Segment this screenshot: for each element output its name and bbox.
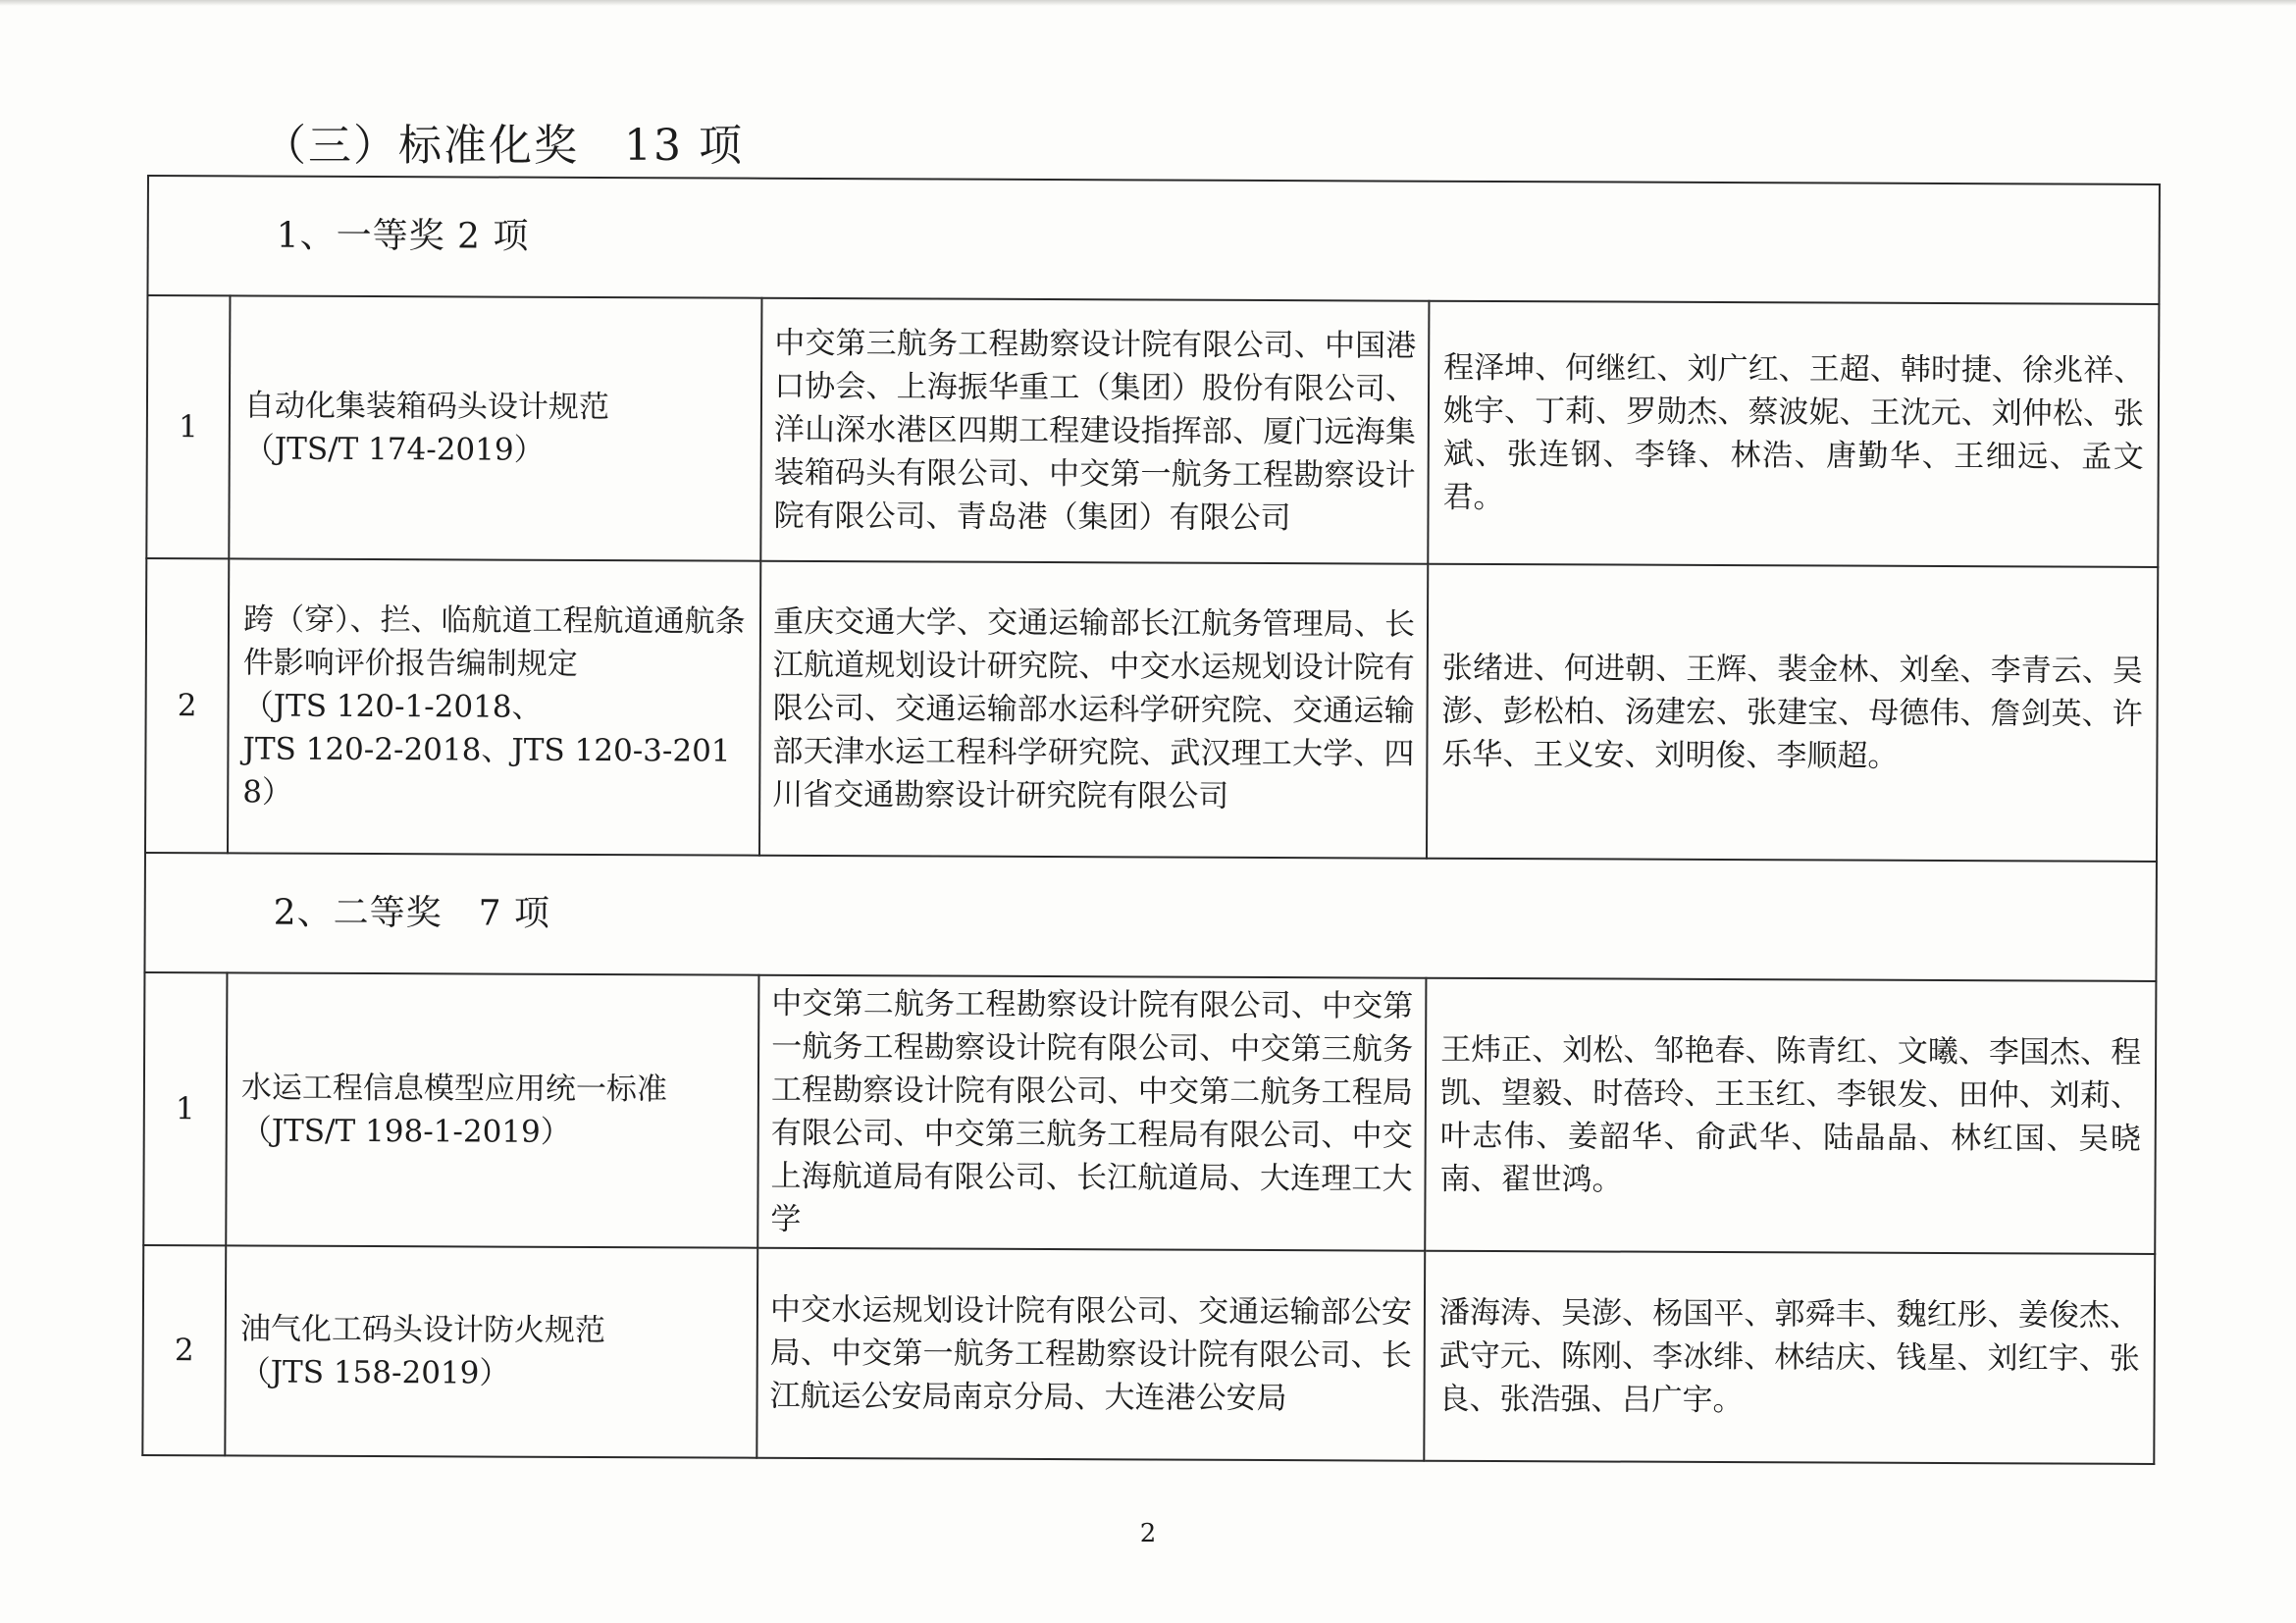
standard-code: （JTS/T 198-1-2019） <box>240 1113 571 1150</box>
row-index: 1 <box>146 295 230 558</box>
participants: 程泽坤、何继红、刘广红、王超、韩时捷、徐兆祥、姚宇、丁莉、罗勋杰、蔡波妮、王沈元、刘仲松、张斌、张连钢、李锋、林浩、唐勤华、王细远、孟文君。 <box>1428 301 2159 567</box>
standard-code: （JTS 120-1-2018、 <box>242 688 543 725</box>
standard-code: （JTS 158-2019） <box>239 1354 510 1391</box>
award-table <box>141 175 2161 1465</box>
standard-name-cell <box>228 558 760 855</box>
table-row <box>145 558 2158 862</box>
standard-name-cell <box>225 1245 757 1457</box>
standard-code: （JTS/T 174-2019） <box>243 431 545 468</box>
section-title: （三）标准化奖 13 项 <box>263 121 744 171</box>
standard-name: 跨（穿）、拦、临航道工程航道通航条件影响评价报告编制规定 <box>242 602 746 682</box>
group-heading-row <box>144 853 2157 981</box>
row-index: 2 <box>142 1245 226 1455</box>
table-row <box>146 295 2159 567</box>
standard-name-cell <box>226 972 758 1247</box>
group-heading-row <box>147 176 2160 304</box>
organizations: 重庆交通大学、交通运输部长江航务管理局、长江航道规划设计研究院、中交水运规划设计院有限公司、交通运输部水运科学研究院、交通运输部天津水运工程科学研究院、武汉理工大学、四川省交通勘察设计研究院有限公司 <box>759 561 1428 859</box>
participants: 张绪进、何进朝、王辉、裴金林、刘垒、李青云、吴澎、彭松柏、汤建宏、张建宝、母德伟、詹剑英、许乐华、王义安、刘明俊、李顺超。 <box>1427 564 2158 862</box>
organizations: 中交第三航务工程勘察设计院有限公司、中国港口协会、上海振华重工（集团）股份有限公司、洋山深水港区四期工程建设指挥部、厦门远海集装箱码头有限公司、中交第一航务工程勘察设计院有限公司、青岛港（集团）有限公司 <box>760 298 1429 564</box>
scan-edge <box>0 0 2296 6</box>
row-index: 1 <box>143 972 227 1245</box>
organizations: 中交第二航务工程勘察设计院有限公司、中交第一航务工程勘察设计院有限公司、中交第三航务工程勘察设计院有限公司、中交第二航务工程局有限公司、中交第三航务工程局有限公司、中交上海航道局有限公司、长江航道局、大连理工大学 <box>757 975 1426 1251</box>
table-row <box>142 1245 2155 1464</box>
page-number: 2 <box>1139 1519 1157 1548</box>
group-heading: 1、一等奖 2 项 <box>147 176 2160 304</box>
standard-name-cell <box>229 295 761 560</box>
participants: 王炜正、刘松、邹艳春、陈青红、文曦、李国杰、程凯、望毅、时蓓玲、王玉红、李银发、田仲、刘莉、叶志伟、姜韶华、俞武华、陆晶晶、林红国、吴晓南、翟世鸿。 <box>1425 978 2156 1254</box>
organizations: 中交水运规划设计院有限公司、交通运输部公安局、中交第一航务工程勘察设计院有限公司、长江航运公安局南京分局、大连港公安局 <box>757 1248 1425 1461</box>
standard-code: JTS 120-2-2018、JTS 120-3-2018） <box>242 731 731 811</box>
participants: 潘海涛、吴澎、杨国平、郭舜丰、魏红彤、姜俊杰、武守元、陈刚、李冰绯、林结庆、钱星、刘红宇、张良、张浩强、吕广宇。 <box>1424 1251 2155 1464</box>
table-row <box>143 972 2156 1254</box>
standard-name: 水运工程信息模型应用统一标准 <box>240 1070 668 1108</box>
group-heading: 2、二等奖 7 项 <box>144 853 2157 981</box>
standard-name: 油气化工码头设计防火规范 <box>239 1311 605 1349</box>
standard-name: 自动化集装箱码头设计规范 <box>243 388 610 426</box>
row-index: 2 <box>145 558 229 853</box>
